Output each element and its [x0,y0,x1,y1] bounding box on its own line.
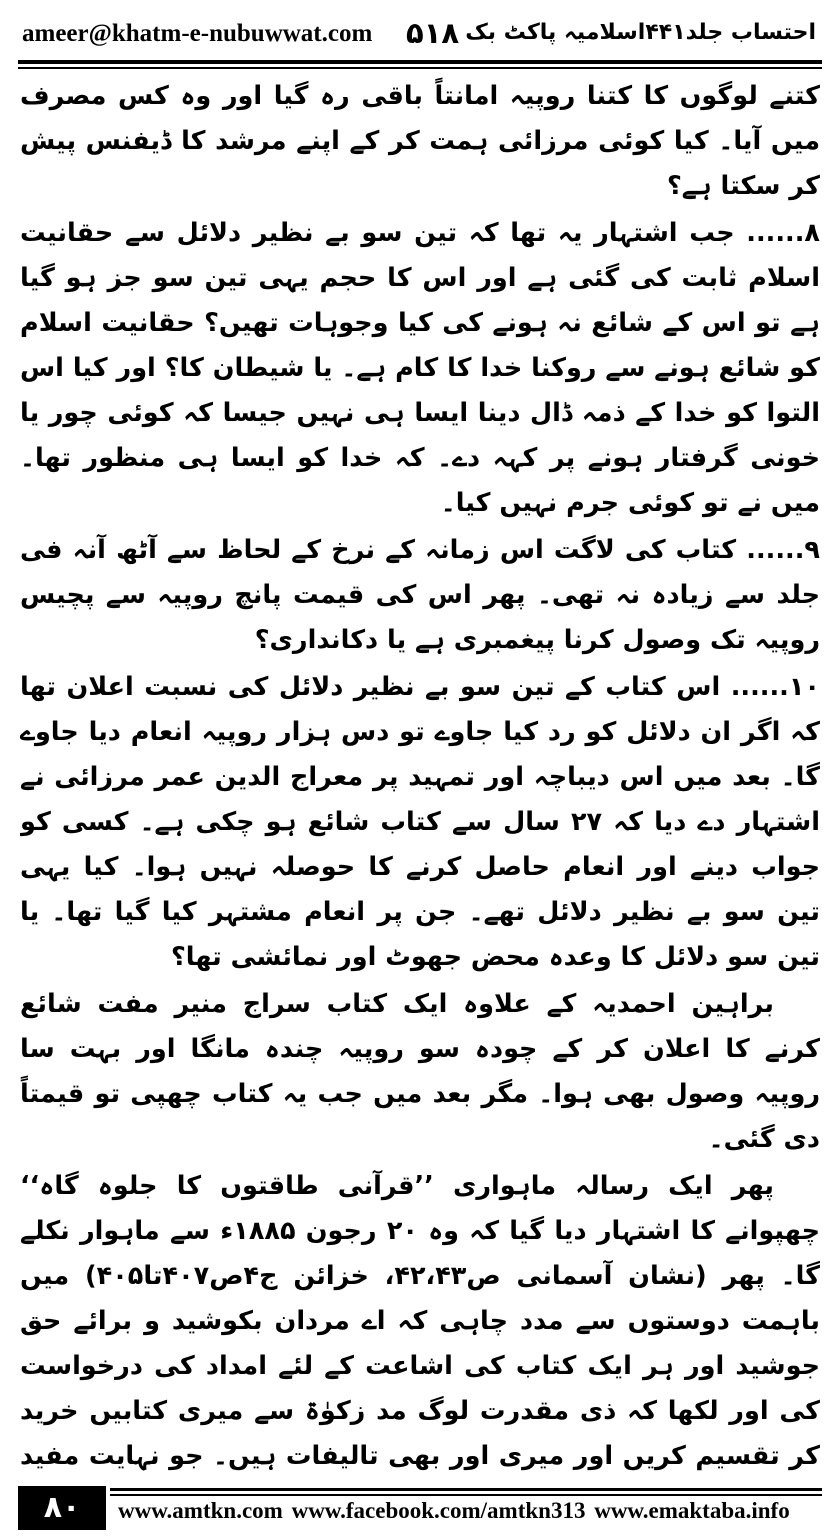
paragraph-text: براہین احمدیہ کے علاوہ ایک کتاب سراج منیر مفت شائع کرنے کا اعلان کر کے چودہ سو روپیہ چندہ مانگا اور بہت سا روپیہ وصول بھی ہوا۔ مگر بعد میں جب یہ کتاب چھپی تو قیمتاً دی گئی۔ [20,989,820,1154]
page-footer [18,1486,822,1530]
header-page-number: ۵۱۸ [406,16,460,50]
paragraph-text: کتاب کی لاگت اس زمانہ کے نرخ کے لحاظ سے آٹھ آنہ فی جلد سے زیادہ نہ تھی۔ پھر اس کی قیمت پانچ روپیہ سے پچیس روپیہ تک وصول کرنا پیغمبری ہے یا دکانداری؟ [20,535,820,655]
footer-rule-thick [110,1488,822,1491]
footer-links: www.amtkn.com www.facebook.com/amtkn313 www.emaktaba.info [118,1498,790,1523]
paragraph-risala [20,1164,820,1476]
paragraph-8 [20,211,820,526]
footer-rule-thin [110,1494,822,1496]
paragraph-10 [20,665,820,980]
paragraph-text: اس کتاب کے تین سو بے نظیر دلائل کی نسبت اعلان تھا کہ اگر ان دلائل کو رد کیا جاوے تو دس ہزار روپیہ انعام دیا جاوے گا۔ بعد میں اس دیباچہ اور تمہید پر معراج الدین عمر مرزائی نے اشتہار دے دیا کہ ۲۷ سال سے کتاب شائع ہو چکی ہے۔ کسی کو جواب دینے اور انعام حاصل کرنے کا حوصلہ نہیں ہوا۔ کیا یہی تین سو بے نظیر دلائل تھے۔ جن پر انعام مشتہر کیا گیا تھا۔ یا تین سو دلائل کا وعدہ محض جھوٹ اور نمائشی تھا؟ [20,672,820,972]
item-number: ۱۰...... [730,672,820,702]
paragraph-text: جب اشتہار یہ تھا کہ تین سو بے نظیر دلائل سے حقانیت اسلام ثابت کی گئی ہے اور اس کا حجم یہی تین سو جز ہو گیا ہے تو اس کے شائع نہ ہونے کی کیا وجوہات تھیں؟ حقانیت اسلام کو شائع ہونے سے روکنا خدا کا کام ہے۔ یا شیطان کا؟ اور کیا اس التوا کو خدا کے ذمہ ڈال دینا ایسا ہی نہیں جیسا کہ کوئی چور یا خونی گرفتار ہونے پر کہہ دے۔ کہ خدا کو ایسا ہی منظور تھا۔ میں نے تو کوئی جرم نہیں کیا۔ [20,218,820,518]
header-rule-thick [18,60,822,64]
item-number: ۸...... [746,218,820,248]
header-email: ameer@khatm-e-nubuwwat.com [22,20,373,47]
header-rule-thin [18,67,822,69]
footer-page-number: ۸۰ [18,1486,106,1530]
paragraph-1 [20,74,820,209]
header-book-title: احتساب جلد۴۴۱اسلامیہ پاکٹ بک [465,20,816,45]
paragraph-text: پھر ایک رسالہ ماہواری ’’قرآنی طاقتوں کا جلوہ گاہ‘‘ چھپوانے کا اشتہار دیا گیا کہ وہ ۲۰ رجون ۱۸۸۵ء سے ماہوار نکلے گا۔ پھر (نشان آسمانی ص۴۲،۴۳، خزائن ج۴ص۴۰۷تا۴۰۵) میں باہمت دوستوں سے مدد چاہی کہ اے مردان بکوشید و برائے حق جوشید اور ہر ایک کتاب کی اشاعت کے لئے امداد کی درخواست کی اور لکھا کہ ذی مقدرت لوگ مد زکوٰۃ سے میری کتابیں خرید کر تقسیم کریں اور میری اور بھی تالیفات ہیں۔ جو نہایت مفید [20,1171,820,1471]
paragraph-siraj-munir [20,982,820,1162]
item-number: ۹...... [746,535,820,565]
page-header [18,14,822,58]
paragraph-9 [20,528,820,663]
paragraph-text: کتنے لوگوں کا کتنا روپیہ امانتاً باقی رہ گیا اور وہ کس مصرف میں آیا۔ کیا کوئی مرزائی ہمت کر کے اپنے مرشد کا ڈیفنس پیش کر سکتا ہے؟ [20,81,820,201]
page-body [20,74,820,1476]
